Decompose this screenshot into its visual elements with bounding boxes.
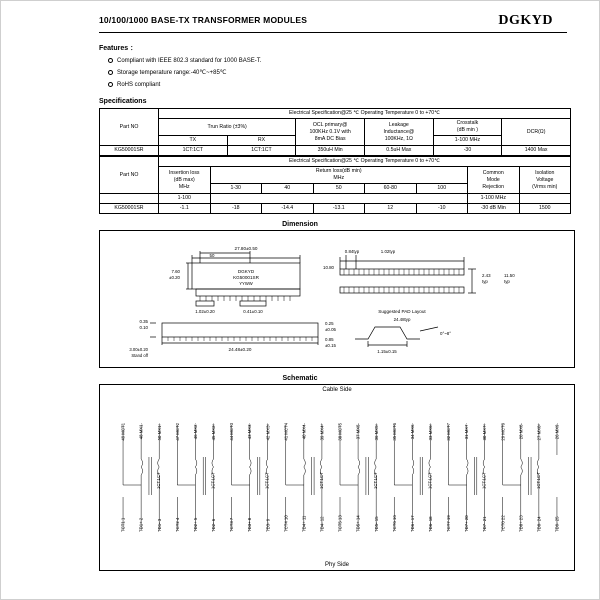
- specifications-heading: Specifications: [99, 98, 147, 105]
- bullet-icon: [108, 58, 113, 63]
- part-marking-line-1: DGKYD: [237, 269, 255, 274]
- dim-label: typ: [482, 279, 488, 284]
- col-header-cmr: Common Mode Rejection: [468, 167, 520, 194]
- col-header-isolation: Isolation Voltage (Vrms min): [519, 167, 571, 194]
- cell-insertion-range: 1-100: [159, 194, 211, 204]
- dim-label: ±0.05: [325, 327, 336, 332]
- pin-label-bottom: TD6- 18: [428, 516, 433, 532]
- dim-label: 0.41±0.10: [243, 309, 263, 314]
- brand-logo: DGKYD: [498, 13, 553, 28]
- pin-label-bottom: TD1+ 2: [138, 517, 144, 532]
- specifications-table-2: [99, 156, 571, 214]
- pin-label-bottom: TCT4 10: [283, 515, 289, 532]
- header-divider: [99, 32, 567, 33]
- table-row: [100, 146, 571, 156]
- dim-label: 1.02typ: [380, 249, 396, 254]
- pin-label-top: 32 MCT7: [446, 423, 452, 441]
- cell-part-no: KG50001SR: [100, 146, 159, 156]
- pin-label-bottom: TD6+ 17: [409, 515, 415, 532]
- winding-primary: [467, 455, 469, 479]
- dim-label: 50: [209, 253, 215, 258]
- dim-label: 24.48±0.20: [228, 347, 252, 352]
- list-item: [117, 57, 599, 66]
- pin-label-top: 49 MCT1: [120, 423, 126, 441]
- dim-label: 1.02±0.20: [195, 309, 215, 314]
- dim-label: 0.84typ: [344, 249, 360, 254]
- pin-label-bottom: TD4- 12: [319, 516, 325, 532]
- col-header-ocl: OCL primary@ 100KHz 0.1V with 8mA DC Bias: [296, 119, 365, 146]
- list-item: [117, 81, 599, 90]
- winding-primary: [195, 455, 197, 479]
- pin-label-bottom: TD3+ 8: [247, 517, 253, 532]
- pin-label-bottom: TD8- 24: [536, 516, 542, 532]
- ratio-label: 1CT:1CT: [156, 472, 162, 489]
- feature-text: Compliant with IEEE 802.3 standard for 1000 BASE-T.: [117, 58, 262, 64]
- feature-text: RoHS compliant: [117, 82, 161, 88]
- pin-label-bottom: TCT5 13: [337, 515, 343, 532]
- col-subheader-rl-1: 1-30: [210, 184, 262, 194]
- pin-label-bottom: TCT1 1: [120, 517, 126, 532]
- cell-crosstalk: -30: [433, 146, 502, 156]
- cell-tx: 1CT:1CT: [159, 146, 228, 156]
- dim-label: ±0.15: [325, 343, 336, 348]
- bullet-icon: [108, 82, 113, 87]
- ratio-label: 1CT:1CT: [373, 472, 379, 489]
- pin-label-top: 50 MX1+: [156, 423, 162, 441]
- col-header-insertion-loss: Insertion loss (dB max) MHz: [159, 167, 211, 194]
- table-banner-2: Electrical Specification@25 ℃ Operating Temperature 0 to +70℃: [159, 157, 571, 167]
- pin-label-bottom: TD4+ 11: [301, 515, 307, 532]
- cell-rl-4: 12: [365, 204, 417, 214]
- table-row: [100, 119, 571, 136]
- pin-label-top: 37 MX5-: [355, 423, 361, 440]
- col-header-turn-ratio: Trun Ratio (±3%): [159, 119, 296, 136]
- part-marking-line-2: KG50001SR: [233, 275, 259, 280]
- cell-isolation-blank: [519, 194, 571, 204]
- table-row: [100, 204, 571, 214]
- col-header-dcr: DCR(Ω): [502, 119, 571, 146]
- winding-primary: [358, 455, 360, 479]
- pin-label-top: 45 MX2+: [211, 423, 217, 441]
- pin-label-bottom: TD8+ 23: [518, 515, 524, 532]
- cell-ocl: 350uH Min: [296, 146, 365, 156]
- dimension-drawing: [99, 230, 575, 368]
- cell-insertion: -1.1: [159, 204, 211, 214]
- pin-label-bottom: TD2+ 5: [192, 517, 198, 532]
- cell-empty-part: [100, 194, 159, 204]
- ratio-label: 1CT:1CT: [318, 472, 324, 489]
- winding-primary: [250, 455, 252, 479]
- pin-label-top: 28 MX8-: [518, 423, 524, 440]
- dim-label: 3.00±0.20: [129, 347, 148, 352]
- pin-label-bottom: TCT7 19: [446, 515, 452, 532]
- pin-label-top: 39 MX4+: [319, 423, 325, 441]
- dimension-svg: [100, 231, 575, 365]
- pin-label-bottom: TD7- 21: [482, 516, 488, 532]
- pin-label-top: 44 MCT3: [229, 423, 235, 441]
- table-row: [100, 167, 571, 184]
- part-no-header-2: Part NO: [100, 157, 159, 194]
- pin-label-top: 36 MX5+: [373, 423, 379, 441]
- pin-label-top: 31 MX7-: [464, 423, 470, 440]
- cell-part-no-2: KG50001SR: [100, 204, 159, 214]
- part-marking-line-3: YYWW: [239, 281, 253, 286]
- dim-label: Stand off: [131, 353, 148, 358]
- features-section: [99, 43, 599, 90]
- dim-label: 10.80: [323, 265, 334, 270]
- col-subheader-rl-3: 50: [313, 184, 365, 194]
- col-subheader-rx: RX: [227, 136, 296, 146]
- col-subheader-crosstalk-range: 1-100 MHz: [433, 136, 502, 146]
- cell-rl-2: -14.4: [262, 204, 314, 214]
- cable-side-label: Cable Side: [322, 387, 352, 393]
- pin-label-top: 38 MCT5: [337, 423, 343, 441]
- col-header-return-loss: Return loss(dB min) MHz: [210, 167, 468, 184]
- pin-label-bottom: TD1- 3: [156, 518, 162, 532]
- cell-cmr: -30 dB Min: [468, 204, 520, 214]
- pin-label-top: 43 MX3-: [247, 423, 253, 440]
- schematic-heading: Schematic: [282, 375, 318, 382]
- col-subheader-rl-4: 60-80: [365, 184, 417, 194]
- cell-rl-5: -10: [416, 204, 468, 214]
- cell-dcr: 1400 Max: [502, 146, 571, 156]
- pin-label-top: 40 MX4-: [301, 423, 307, 440]
- dim-label: 0.10: [139, 325, 148, 330]
- pin-label-top: 26 MX9-: [554, 423, 560, 440]
- pin-label-bottom: TD7+ 20: [464, 515, 470, 532]
- col-subheader-rl-2: 40: [262, 184, 314, 194]
- pad-layout-caption: Suggested PAD Layout: [378, 309, 426, 314]
- table-row: [100, 194, 571, 204]
- list-item: [117, 69, 599, 78]
- dim-label: 7.60: [171, 269, 180, 274]
- ratio-label: 1CT:1CT: [535, 472, 541, 489]
- winding-primary: [521, 455, 523, 479]
- pin-label-bottom: TCT2 4: [174, 517, 180, 532]
- cell-return-blank: [210, 194, 468, 204]
- pin-label-bottom: TCT8 22: [500, 515, 506, 532]
- winding-primary: [304, 455, 306, 479]
- pin-label-top: 35 MCT6: [391, 423, 397, 441]
- pin-label-bottom: TD5+ 14: [355, 515, 361, 532]
- bullet-icon: [108, 70, 113, 75]
- cell-leakage: 0.5uH Max: [364, 146, 433, 156]
- pin-label-bottom: TCT6 16: [391, 515, 397, 532]
- dim-label: 0°~8°: [440, 331, 451, 336]
- pin-label-top: 27 MX8+: [536, 423, 542, 441]
- pin-label-top: 46 MX2-: [192, 423, 198, 440]
- page-title: 10/100/1000 BASE-TX TRANSFORMER MODULES: [99, 15, 308, 25]
- pin-label-top: 41 MCT4: [283, 423, 289, 441]
- dim-label: ±0.20: [169, 275, 180, 280]
- ratio-label: 1CT:1CT: [481, 472, 487, 489]
- document-header: [21, 13, 579, 35]
- pin-label-bottom: TD5- 15: [373, 516, 379, 532]
- table-row: [100, 109, 571, 119]
- pin-label-top: 34 MX6-: [409, 423, 415, 440]
- pin-label-top: 48 MX1-: [138, 423, 144, 440]
- dim-label: 2.43: [482, 273, 491, 278]
- dim-label: 0.25: [325, 321, 334, 326]
- feature-text: Storage temperature range:-40℃~+85℃: [117, 70, 227, 76]
- pin-label-bottom: TD3- 9: [265, 518, 271, 532]
- table-banner: Electrical Specification@25 ℃ Operating Temperature 0 to +70℃: [159, 109, 571, 119]
- features-heading: Features ：: [99, 45, 138, 52]
- col-subheader-rl-5: 100: [416, 184, 468, 194]
- winding-primary: [412, 455, 414, 479]
- dim-label: 11.50: [504, 273, 515, 278]
- pin-label-top: 42 MX3+: [265, 423, 271, 441]
- cell-rl-3: -13.1: [313, 204, 365, 214]
- ratio-label: 1CT:1CT: [210, 472, 216, 489]
- dim-label: 27.80±0.50: [234, 246, 258, 251]
- schematic-svg: [100, 385, 575, 568]
- pin-label-top: 30 MX7+: [482, 423, 488, 441]
- cell-isolation: 1500: [519, 204, 571, 214]
- dim-label: typ: [504, 279, 510, 284]
- dim-label: 0.35: [139, 319, 148, 324]
- dimension-heading: Dimension: [282, 221, 318, 228]
- col-subheader-tx: TX: [159, 136, 228, 146]
- cell-cmr-range: 1-100 MHz: [468, 194, 520, 204]
- phy-side-label: Phy Side: [324, 562, 349, 568]
- specifications-table-1: [99, 108, 571, 156]
- winding-primary: [141, 455, 143, 479]
- ratio-label: 1CT:1CT: [427, 472, 433, 489]
- cell-rl-1: -18: [210, 204, 262, 214]
- pin-label-bottom: TCT3 7: [229, 517, 235, 532]
- ratio-label: 1CT:1CT: [264, 472, 270, 489]
- schematic-drawing: [99, 384, 575, 571]
- pin-label-bottom: TD2- 6: [211, 518, 217, 532]
- col-header-leakage: Leakage Inductance@ 100KHz, 1Ω: [364, 119, 433, 146]
- pin-label-top: 47 MCT2: [174, 423, 180, 441]
- part-no-header: Part NO: [100, 109, 159, 146]
- cell-rx: 1CT:1CT: [227, 146, 296, 156]
- table-row: [100, 157, 571, 167]
- pin-label-bottom: TD9- 25: [554, 516, 560, 532]
- dim-label: 1.15±0.15: [377, 349, 397, 354]
- pin-label-top: 33 MX6+: [428, 423, 433, 441]
- dim-label: 24.48typ: [393, 317, 411, 322]
- pin-label-top: 29 MCT8: [500, 423, 506, 441]
- dim-label: 0.85: [325, 337, 334, 342]
- col-header-crosstalk: Crosstalk (dB min ): [433, 119, 502, 136]
